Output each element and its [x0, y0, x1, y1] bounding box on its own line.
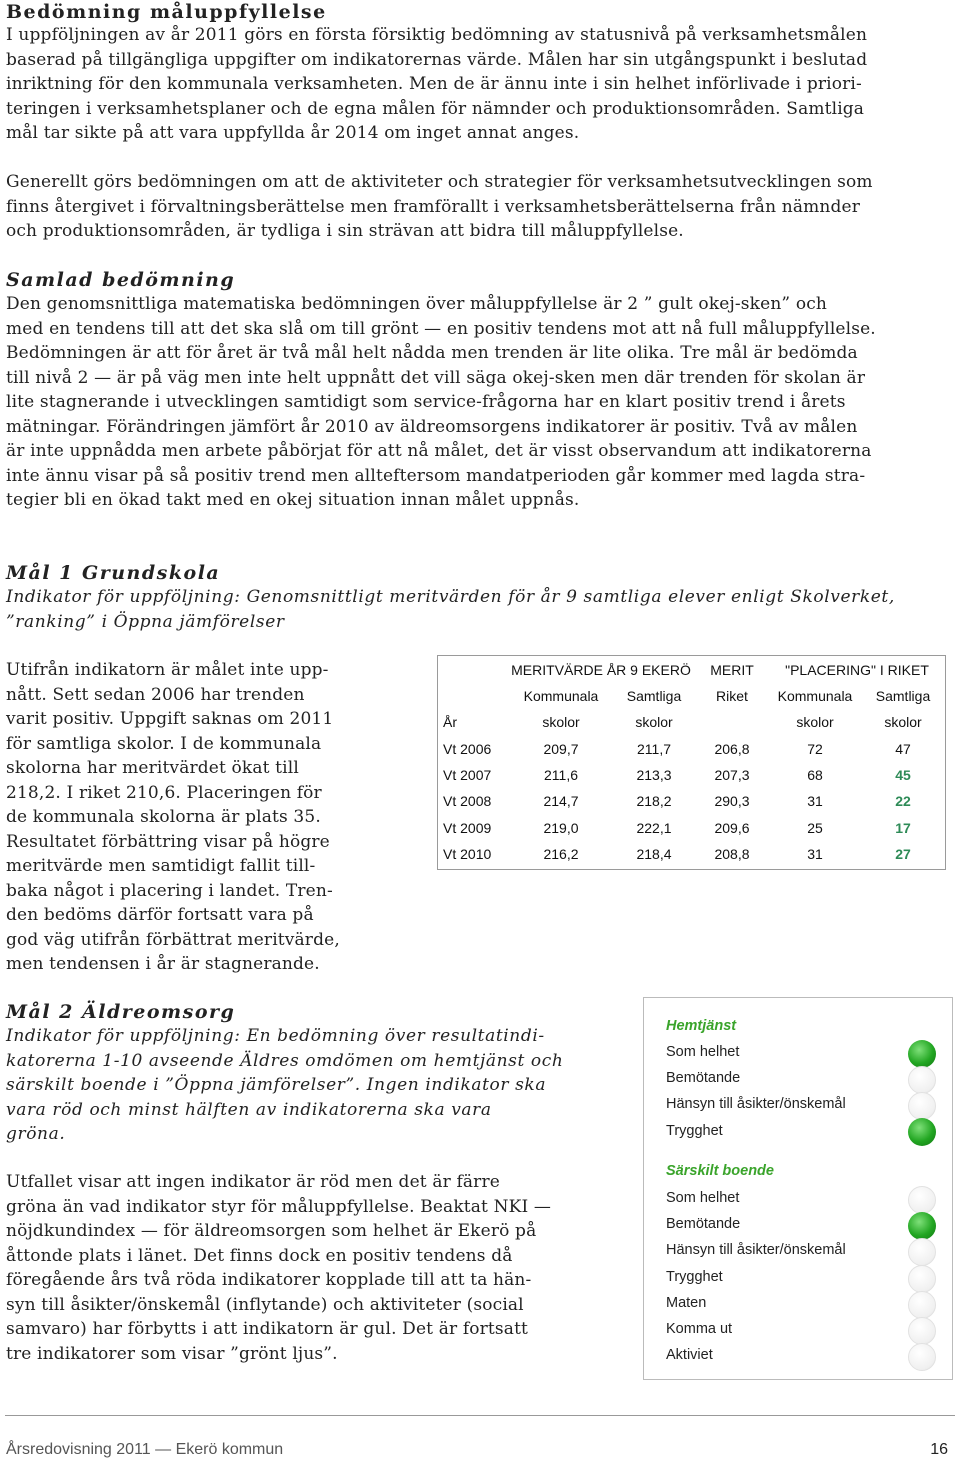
- table-cell: 72: [807, 741, 823, 757]
- text-line: särskilt boende i ”Öppna jämförelser”. Ingen indikator ska: [6, 1075, 547, 1095]
- header-cell: Kommunala: [523, 688, 599, 704]
- text-line: de kommunala skolorna är plats 35.: [6, 807, 321, 827]
- text-line: mål tar sikte på att vara uppfyllda år 2014 om inget annat anges.: [6, 123, 580, 143]
- text-line: nått. Sett sedan 2006 har trenden: [6, 684, 305, 705]
- text-line: för samtliga skolor. I de kommunala: [6, 733, 322, 754]
- indicator-label: Hänsyn till åsikter/önskemål: [666, 1096, 846, 1112]
- unlit-light-icon: [908, 1343, 936, 1371]
- summary-paragraph: [6, 292, 876, 513]
- text-line: åttonde plats i länet. Det finns dock en positiv tendens då: [6, 1245, 513, 1266]
- table-cell: 209,6: [714, 820, 750, 836]
- table-cell: 211,6: [544, 767, 578, 783]
- goal2-indicator: [6, 1024, 563, 1147]
- unlit-light-icon: [908, 1066, 936, 1094]
- green-light-icon: [908, 1040, 936, 1068]
- text-line: Indikator för uppföljning: Genomsnittligt meritvärden för år 9 samtliga elever enligt Skolverket,: [6, 587, 895, 607]
- table-row: [438, 737, 945, 763]
- indicator-label: Komma ut: [666, 1321, 733, 1337]
- table-row: [438, 789, 945, 815]
- text-line: I uppföljningen av år 2011 görs en första försiktig bedömning av statusnivå på verksamhetsmålen: [6, 25, 868, 45]
- text-line: katorerna 1-10 avseende Äldres omdömen om hemtjänst och: [6, 1050, 564, 1071]
- indicator-label: Bemötande: [666, 1070, 741, 1086]
- text-line: men tendensen i år är stagnerande.: [6, 954, 320, 974]
- text-line: är inte uppnådda men arbete påbörjat för att nå målet, det är visst observandum att indikatorerna: [6, 441, 872, 461]
- header-cell: År: [443, 714, 457, 730]
- text-line: 218,2. I riket 210,6. Placeringen för: [6, 782, 322, 803]
- table-cell: 218,4: [636, 846, 672, 862]
- indicator-label: Trygghet: [666, 1123, 723, 1139]
- table-cell: 208,8: [714, 846, 750, 862]
- table-sub-header-row: [438, 710, 945, 736]
- eldercare-indicator-panel: [643, 997, 953, 1380]
- header-merit-ekero: MERITVÄRDE ÅR 9 EKERÖ: [511, 662, 691, 678]
- text-line: tegier bli en ökad takt med en okej situation innan målet uppnås.: [6, 490, 580, 510]
- merit-table: [437, 655, 946, 870]
- panel-section-title: Särskilt boende: [666, 1163, 774, 1179]
- text-line: mätningar. Förändringen jämfört år 2010 av äldreomsorgens indikatorer är positiv. Två av målen: [6, 416, 858, 437]
- text-line: baka något i placering i landet. Tren-: [6, 880, 333, 901]
- goal1-text: [6, 658, 376, 977]
- summary-heading: Samlad bedömning: [6, 269, 236, 291]
- table-cell: 209,7: [543, 741, 579, 757]
- table-sub-header-row: [438, 684, 945, 710]
- header-cell: Samtliga: [875, 688, 931, 704]
- table-cell: Vt 2006: [443, 741, 492, 757]
- green-light-icon: [908, 1212, 936, 1240]
- table-cell-highlight: 45: [895, 767, 911, 783]
- text-line: föregående års två röda indikatorer kopplade till att ta hän-: [6, 1270, 532, 1290]
- text-line: gröna.: [6, 1124, 66, 1144]
- text-line: vara röd och minst hälften av indikatorerna ska vara: [6, 1099, 492, 1120]
- table-cell: 218,2: [636, 793, 672, 809]
- header-cell: Kommunala: [777, 688, 853, 704]
- text-line: och produktionsområden, är tydliga i sin strävan att bidra till måluppfyllelse.: [6, 221, 684, 241]
- table-cell: Vt 2010: [443, 846, 492, 862]
- unlit-light-icon: [908, 1092, 936, 1120]
- indicator-label: Trygghet: [666, 1269, 723, 1285]
- text-line: nöjdkundindex — för äldreomsorgen som helhet är Ekerö på: [6, 1221, 537, 1241]
- header-cell: Samtliga: [626, 688, 682, 704]
- table-cell: 31: [807, 846, 823, 862]
- text-line: varit positiv. Uppgift saknas om 2011: [6, 709, 334, 729]
- table-cell-highlight: 27: [895, 846, 911, 862]
- table-cell: 68: [807, 767, 823, 783]
- table-cell: 31: [807, 793, 823, 809]
- table-cell: 214,7: [543, 793, 579, 809]
- table-cell: 219,0: [543, 820, 579, 836]
- text-line: Utfallet visar att ingen indikator är röd men det är färre: [6, 1172, 500, 1192]
- table-row: [438, 816, 945, 842]
- panel-section-title: Hemtjänst: [666, 1018, 737, 1034]
- table-cell: Vt 2009: [443, 820, 492, 836]
- table-cell: Vt 2007: [443, 767, 492, 783]
- text-line: meritvärde men samtidigt fallit till-: [6, 856, 316, 876]
- indicator-label: Aktiviet: [666, 1347, 713, 1363]
- table-cell: 222,1: [636, 820, 672, 836]
- table-cell: 206,8: [714, 741, 750, 757]
- header-placering: "PLACERING" I RIKET: [785, 662, 929, 678]
- table-cell: 47: [895, 741, 911, 757]
- header-cell: skolor: [884, 714, 922, 730]
- indicator-label: Som helhet: [666, 1044, 740, 1060]
- header-cell: skolor: [796, 714, 834, 730]
- unlit-light-icon: [908, 1291, 936, 1319]
- indicator-label: Bemötande: [666, 1216, 741, 1232]
- text-line: baserad på tillgängliga uppgifter om indikatorernas värde. Målen har sin utgångspunkt i beslutad: [6, 49, 868, 70]
- indicator-label: Som helhet: [666, 1190, 740, 1206]
- unlit-light-icon: [908, 1265, 936, 1293]
- footer-title: Årsredovisning 2011 — Ekerö kommun: [6, 1441, 284, 1458]
- text-line: god väg utifrån förbättrat meritvärde,: [6, 929, 340, 950]
- goal1-indicator: [6, 585, 895, 634]
- header-cell: skolor: [635, 714, 673, 730]
- text-line: lite stagnerande i utvecklingen samtidigt som service-frågorna har en klart positiv trend i årets: [6, 392, 846, 412]
- text-line: inte ännu visar på så positiv trend men allteftersom mandatperioden går kommer med lagda stra-: [6, 465, 866, 486]
- indicator-label: Hänsyn till åsikter/önskemål: [666, 1242, 846, 1258]
- header-cell: skolor: [542, 714, 580, 730]
- text-line: syn till åsikter/önskemål (inflytande) och aktiviteter (social: [6, 1294, 524, 1315]
- intro-paragraph: [6, 23, 867, 146]
- table-cell: 216,2: [543, 846, 579, 862]
- goal2-heading: Mål 2 Äldreomsorg: [6, 1001, 236, 1023]
- text-line: teringen i verksamhetsplaner och de egna målen för nämnder och produktionsområden. Samtliga: [6, 98, 865, 119]
- page-number: 16: [930, 1441, 948, 1458]
- text-line: med en tendens till att det ska slå om till grönt — en positiv tendens mot att nå full måluppfyllelse.: [6, 318, 876, 339]
- goal1-heading: Mål 1 Grundskola: [6, 562, 221, 584]
- table-group-header-row: [438, 658, 945, 684]
- unlit-light-icon: [908, 1186, 936, 1214]
- text-line: tre indikatorer som visar ”grönt ljus”.: [6, 1343, 338, 1364]
- general-paragraph: [6, 170, 873, 244]
- unlit-light-icon: [908, 1238, 936, 1266]
- header-cell: Riket: [716, 688, 748, 704]
- text-line: finns återgivet i förvaltningsberättelse men framförallt i verksamhetsberättelserna från nämnder: [6, 196, 860, 217]
- text-line: den bedöms därför fortsatt vara på: [6, 905, 314, 925]
- table-cell: 290,3: [714, 793, 750, 809]
- text-line: Resultatet förbättring visar på högre: [6, 831, 330, 852]
- table-row: [438, 842, 945, 868]
- text-line: skolorna har meritvärdet ökat till: [6, 758, 299, 778]
- table-cell: 213,3: [636, 767, 672, 783]
- text-line: Bedömningen är att för året är två mål helt nådda men trenden är lite olika. Tre mål är bedömda: [6, 343, 858, 363]
- header-merit: MERIT: [710, 662, 754, 678]
- green-light-icon: [908, 1118, 936, 1146]
- table-cell: 207,3: [714, 767, 750, 783]
- text-line: gröna än vad indikator styr för måluppfyllelse. Beaktat NKI —: [6, 1196, 552, 1217]
- text-line: Den genomsnittliga matematiska bedömningen över måluppfyllelse är 2 ” gult okej-sken” och: [6, 294, 827, 314]
- section-heading: Bedömning måluppfyllelse: [6, 1, 327, 23]
- text-line: Generellt görs bedömningen om att de aktiviteter och strategier för verksamhetsutvecklingen som: [6, 172, 873, 192]
- table-cell-highlight: 17: [895, 820, 911, 836]
- text-line: inriktning för den kommunala verksamheten. Men de är ännu inte i sin helhet införlivade i priori-: [6, 74, 862, 94]
- table-cell: 211,7: [637, 741, 671, 757]
- text-line: ”ranking” i Öppna jämförelser: [6, 611, 285, 632]
- goal2-text: [6, 1170, 551, 1366]
- table-row: [438, 763, 945, 789]
- text-line: samvaro) har förbytts i att indikatorn är gul. Det är fortsatt: [6, 1319, 529, 1339]
- footer-divider: [5, 1415, 955, 1416]
- table-cell-highlight: 22: [895, 793, 911, 809]
- table-cell: 25: [807, 820, 823, 836]
- text-line: till nivå 2 — är på väg men inte helt uppnått det vill säga okej-sken men där trenden för skolan är: [6, 367, 866, 388]
- text-line: Utifrån indikatorn är målet inte upp-: [6, 660, 329, 680]
- table-cell: Vt 2008: [443, 793, 492, 809]
- text-line: Indikator för uppföljning: En bedömning över resultatindi-: [6, 1026, 545, 1046]
- indicator-label: Maten: [666, 1295, 707, 1311]
- unlit-light-icon: [908, 1317, 936, 1345]
